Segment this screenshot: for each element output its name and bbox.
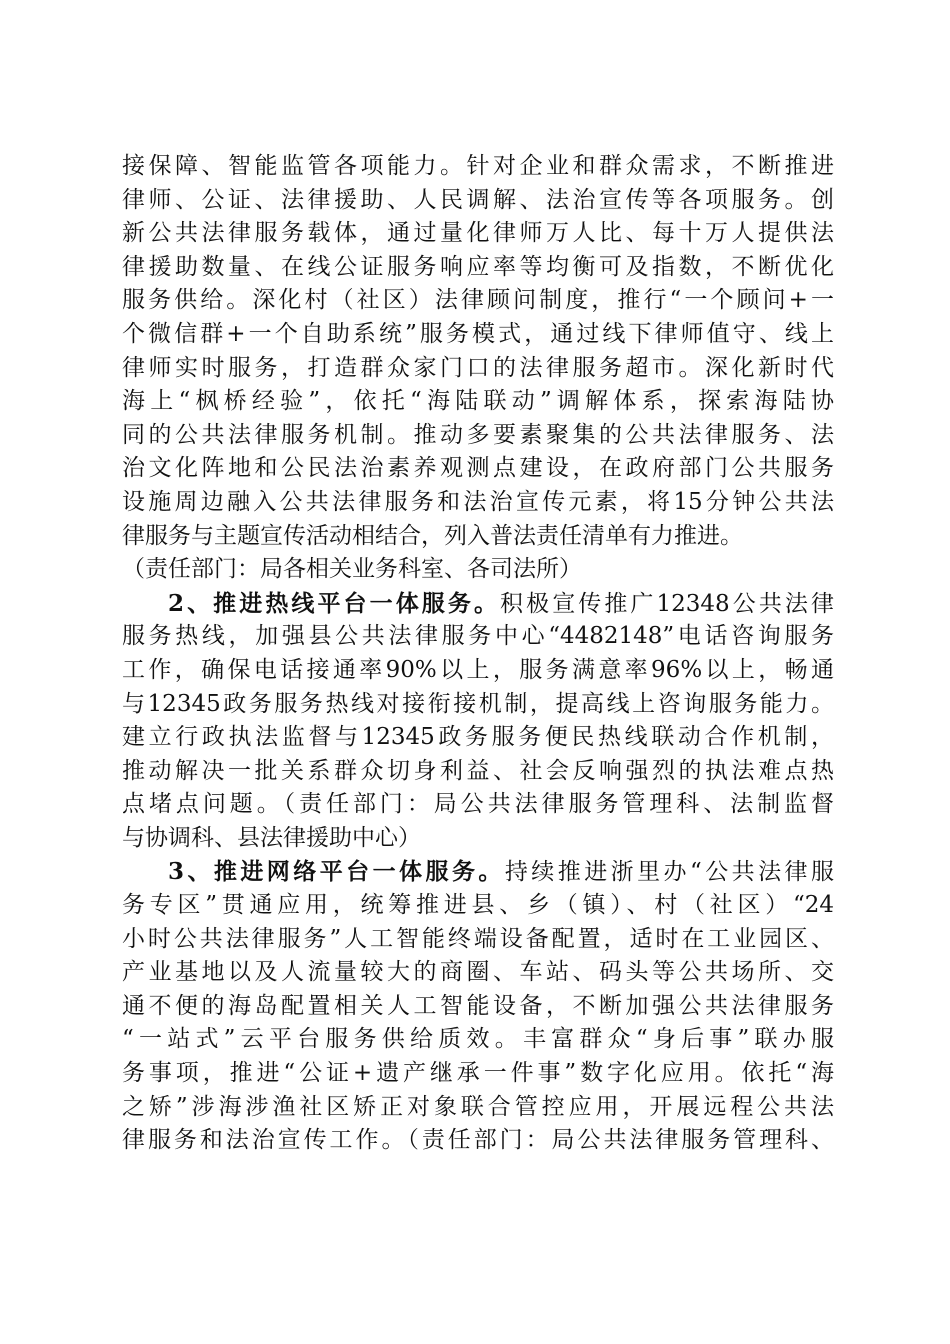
text-line: 同的公共法律服务机制。推动多要素聚集的公共法律服务、法 [122,421,834,448]
text-line: 与协调科、县法律援助中心） [122,824,421,851]
paragraph-hotline-platform [122,587,834,856]
text-line: 服务热线，加强县公共法律服务中心“4482148”电话咨询服务 [122,623,834,650]
text-line: 接保障、智能监管各项能力。针对企业和群众需求，不断推进 [122,153,834,179]
text-line: 产业基地以及人流量较大的商圈、车站、码头等公共场所、交 [122,959,834,986]
section-heading: 2、推进热线平台一体服务。 [168,589,501,617]
text-line: 之矫”涉海涉渔社区矫正对象联合管控应用，开展远程公共法 [122,1093,834,1120]
text-line [122,855,834,889]
text-line: 推动解决一批关系群众切身利益、社会反响强烈的执法难点热 [122,757,834,784]
text-line: 务事项，推进“公证+遗产继承一件事”数字化应用。依托“海 [122,1060,834,1087]
section-heading: 3、推进网络平台一体服务。 [168,858,505,886]
text-run: 积极宣传推广12348公共法律 [500,590,834,617]
text-line: 律师实时服务，打造群众家门口的法律服务超市。深化新时代 [122,354,834,381]
paragraph-public-legal-service [122,150,834,587]
text-line: 律服务和法治宣传工作。（责任部门：局公共法律服务管理科、 [122,1127,834,1154]
paragraph-network-platform [122,855,834,1157]
responsibility-note: （责任部门：局各相关业务科室、各司法所） [122,556,582,583]
text-line: 工作，确保电话接通率90%以上，服务满意率96%以上，畅通 [122,656,834,683]
text-line: 务专区”贯通应用，统筹推进县、乡（镇）、村（社区）“24 [122,892,834,919]
text-line: 新公共法律服务载体，通过量化律师万人比、每十万人提供法 [122,220,834,247]
text-line: 海上“枫桥经验”，依托“海陆联动”调解体系，探索海陆协 [122,388,834,415]
text-line: 服务供给。深化村（社区）法律顾问制度，推行“一个顾问+一 [122,287,834,314]
text-line: 小时公共法律服务”人工智能终端设备配置，适时在工业园区、 [122,925,834,952]
text-line: 设施周边融入公共法律服务和法治宣传元素，将15分钟公共法 [122,488,834,515]
text-line: 建立行政执法监督与12345政务服务便民热线联动合作机制， [122,724,834,751]
text-line: 与12345政务服务热线对接衔接机制，提高线上咨询服务能力。 [122,690,834,717]
text-line: 律师、公证、法律援助、人民调解、法治宣传等各项服务。创 [122,186,834,213]
text-line [122,587,834,621]
text-line: 通不便的海岛配置相关人工智能设备，不断加强公共法律服务 [122,992,834,1019]
text-line: 治文化阵地和公民法治素养观测点建设，在政府部门公共服务 [122,455,834,482]
text-line: “一站式”云平台服务供给质效。丰富群众“身后事”联办服 [122,1026,834,1053]
text-line: 个微信群+一个自助系统”服务模式，通过线下律师值守、线上 [122,320,834,347]
text-line: 律服务与主题宣传活动相结合，列入普法责任清单有力推进。 [122,522,743,549]
text-line: 点堵点问题。（责任部门：局公共法律服务管理科、法制监督 [122,791,834,818]
document-page [122,150,834,1158]
text-line: 律援助数量、在线公证服务响应率等均衡可及指数，不断优化 [122,253,834,280]
text-run: 持续推进浙里办“公共法律服 [504,859,834,886]
